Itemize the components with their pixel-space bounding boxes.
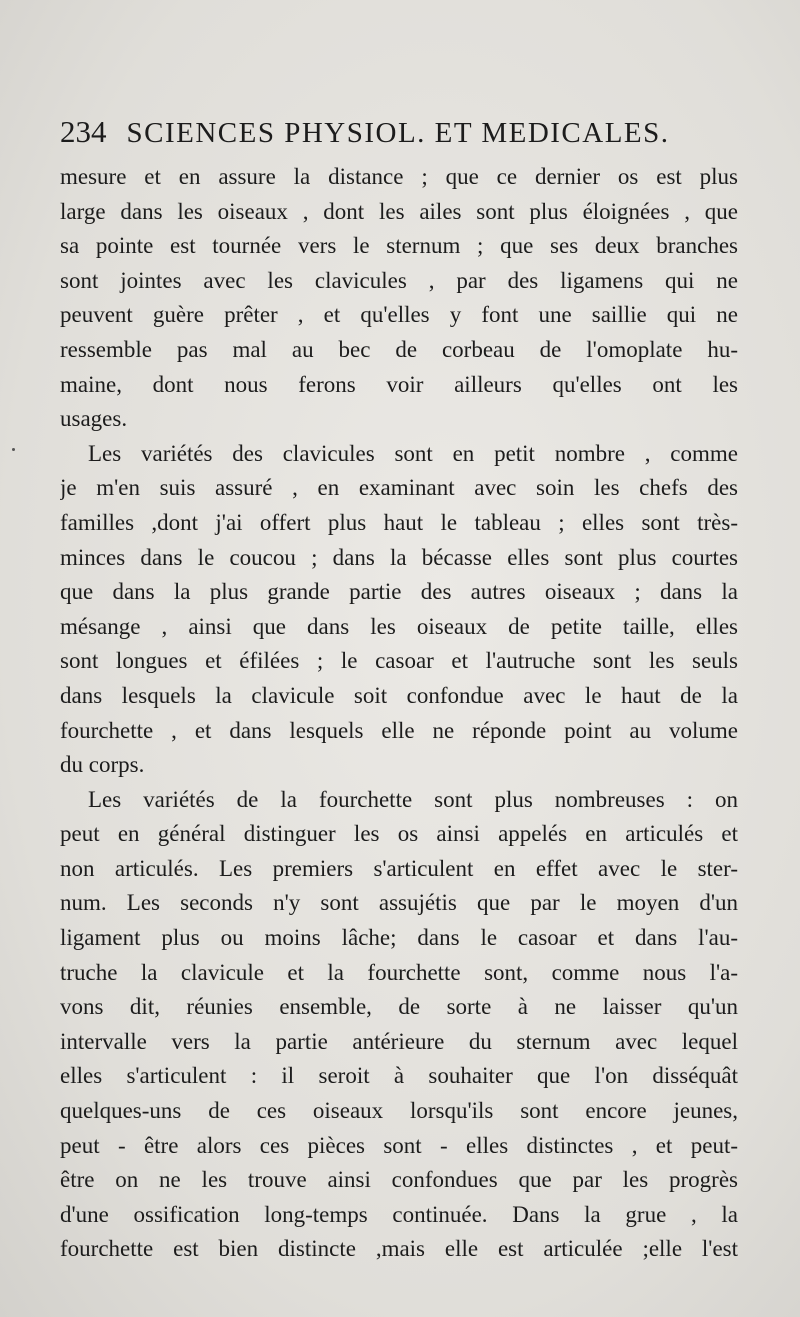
text-line: dans lesquels la clavicule soit confondue avec le haut de la	[60, 682, 738, 708]
paragraph	[60, 783, 738, 1267]
text-line: ligament plus ou moins lâche; dans le casoar et dans l'au-	[60, 925, 738, 951]
text-line: Les variétés des clavicules sont en petit nombre , comme	[88, 440, 738, 466]
text-line: que dans la plus grande partie des autres oiseaux ; dans la	[60, 579, 738, 605]
text-line: truche la clavicule et la fourchette sont, comme nous l'a-	[60, 959, 738, 985]
page-number: 234	[60, 114, 107, 149]
text-line: ressemble pas mal au bec de corbeau de l'omoplate hu-	[60, 336, 738, 362]
text-line: d'une ossification long-temps continuée. Dans la grue , la	[60, 1201, 738, 1227]
text-line: peuvent guère prêter , et qu'elles y font une saillie qui ne	[60, 302, 738, 328]
text-line: mesure et en assure la distance ; que ce dernier os est plus	[60, 164, 738, 189]
text-line: minces dans le coucou ; dans la bécasse elles sont plus courtes	[60, 544, 738, 570]
text-line: maine, dont nous ferons voir ailleurs qu'elles ont les	[60, 371, 738, 397]
page-header	[60, 114, 740, 160]
paragraph	[60, 160, 738, 437]
text-line: Les variétés de la fourchette sont plus nombreuses : on	[88, 786, 738, 812]
text-line: quelques-uns de ces oiseaux lorsqu'ils sont encore jeunes,	[60, 1098, 738, 1124]
text-line: du corps.	[60, 752, 145, 778]
text-line: sont jointes avec les clavicules , par des ligamens qui ne	[60, 267, 738, 293]
text-line: fourchette est bien distincte ,mais elle est articulée ;elle l'est	[60, 1236, 738, 1262]
paper-speck	[12, 448, 15, 451]
text-line: peut en général distinguer les os ainsi appelés en articulés et	[60, 821, 738, 847]
text-line: sont longues et éfilées ; le casoar et l'autruche sont les seuls	[60, 648, 738, 674]
text-line: usages.	[60, 406, 128, 432]
text-line: num. Les seconds n'y sont assujétis que par le moyen d'un	[60, 890, 738, 916]
text-line: vons dit, réunies ensemble, de sorte à ne laisser qu'un	[60, 994, 738, 1020]
text-line: mésange , ainsi que dans les oiseaux de petite taille, elles	[60, 613, 738, 639]
body-text	[60, 160, 738, 1267]
text-line: familles ,dont j'ai offert plus haut le tableau ; elles sont très-	[60, 509, 738, 535]
text-line: large dans les oiseaux , dont les ailes sont plus éloignées , que	[60, 198, 738, 224]
running-title: SCIENCES PHYSIOL. ET MEDICALES.	[126, 117, 670, 149]
text-line: je m'en suis assuré , en examinant avec soin les chefs des	[60, 475, 738, 501]
text-line: peut - être alors ces pièces sont - elles distinctes , et peut-	[60, 1132, 738, 1158]
text-line: elles s'articulent : il seroit à souhaiter que l'on disséquât	[60, 1063, 738, 1089]
text-line: fourchette , et dans lesquels elle ne réponde point au volume	[60, 717, 738, 743]
text-line: non articulés. Les premiers s'articulent en effet avec le ster-	[60, 855, 738, 881]
text-line: intervalle vers la partie antérieure du sternum avec lequel	[60, 1028, 738, 1054]
text-line: sa pointe est tournée vers le sternum ; que ses deux branches	[60, 233, 738, 259]
paragraph	[60, 437, 738, 783]
text-line: être on ne les trouve ainsi confondues que par les progrès	[60, 1167, 738, 1193]
